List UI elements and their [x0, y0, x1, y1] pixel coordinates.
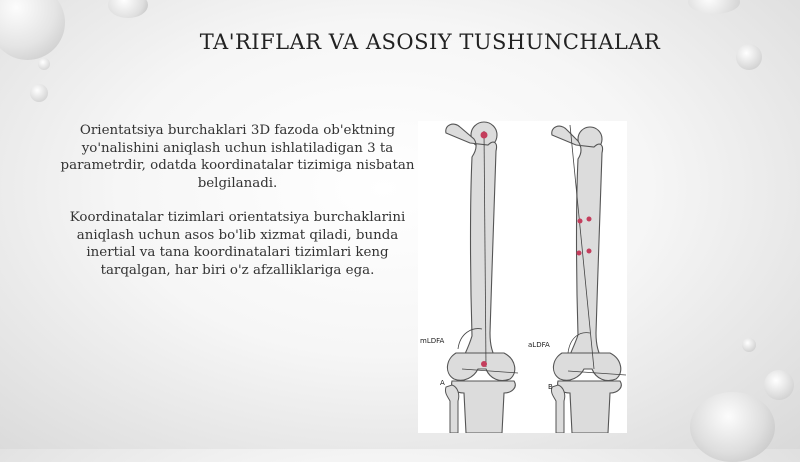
- water-drop-decoration: [736, 44, 762, 70]
- slide-body-text: [55, 122, 420, 296]
- left-femur-drawing: [446, 122, 516, 433]
- left-knee-center-marker: [481, 361, 487, 367]
- water-drop-decoration: [742, 338, 756, 352]
- paragraph-orientation-angles: Orientatsiya burchaklari 3D fazoda ob'ektning yo'nalishini aniqlash uchun ishlatiladigan 3 ta parametrdir, odatda koordinatalar tizimiga nisbatan belgilanadi.: [60, 123, 415, 191]
- left-head-center-marker: [481, 132, 488, 139]
- panel-a-label: A: [440, 379, 445, 387]
- water-drop-decoration: [0, 0, 65, 60]
- paragraph-coordinate-systems: Koordinatalar tizimlari orientatsiya burchaklarini aniqlash uchun asos bo'lib xizmat qiladi, bunda inertial va tana koordinatalari tizimlari keng tarqalgan, har biri o'z afzalliklariga ega.: [69, 210, 406, 278]
- water-drop-decoration: [764, 370, 794, 400]
- right-shaft-marker: [587, 249, 592, 254]
- slide-title: TA'RIFLAR VA ASOSIY TUSHUNCHALAR: [199, 30, 661, 54]
- right-shaft-marker: [587, 217, 592, 222]
- aldfa-label: aLDFA: [528, 341, 550, 349]
- right-fibula-drawing: [551, 385, 564, 433]
- water-drop-decoration: [690, 392, 775, 462]
- water-drop-decoration: [38, 58, 50, 70]
- left-fibula-drawing: [445, 385, 458, 433]
- right-shaft-marker: [578, 219, 583, 224]
- mldfa-label: mLDFA: [420, 337, 445, 345]
- water-drop-decoration: [108, 0, 148, 18]
- femur-diagram-image: [418, 121, 627, 433]
- water-drop-decoration: [30, 84, 48, 102]
- panel-b-label: B: [548, 383, 553, 391]
- right-femur-drawing: [552, 126, 622, 433]
- water-drop-decoration: [688, 0, 740, 14]
- right-shaft-marker: [577, 251, 582, 256]
